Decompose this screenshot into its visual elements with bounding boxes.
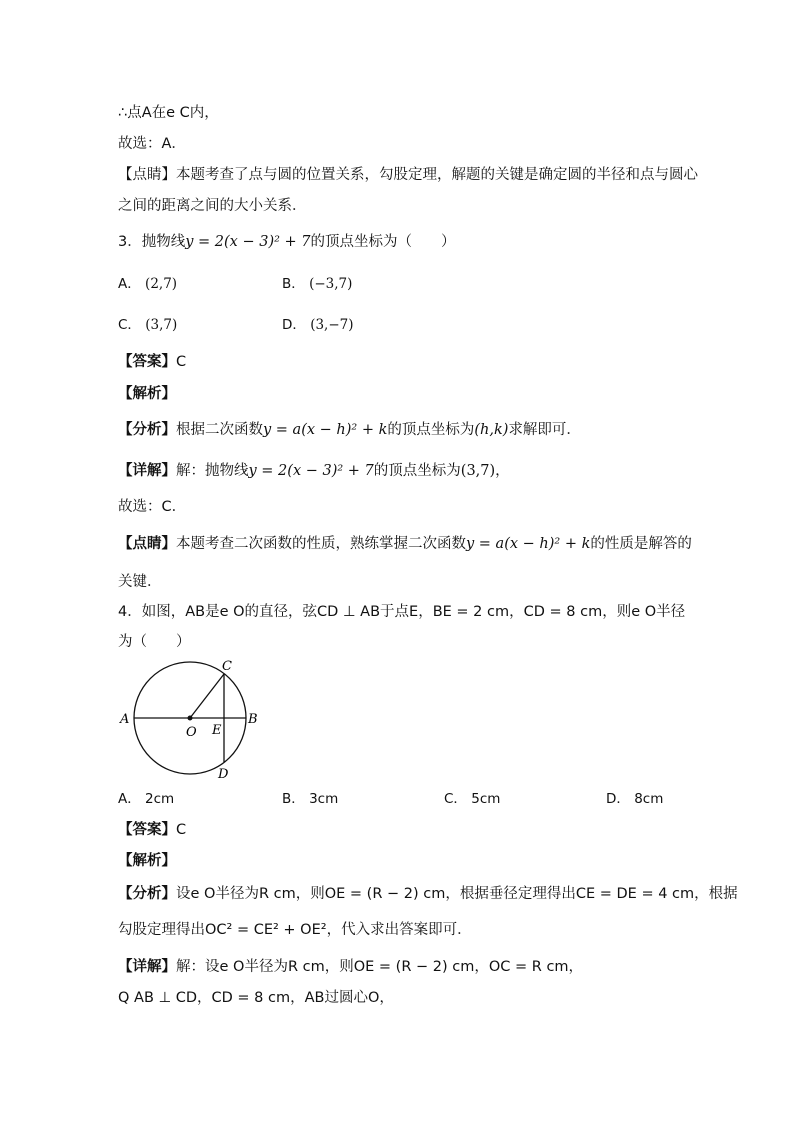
question-3 xyxy=(118,232,456,252)
q4-option-b: B． 3cm xyxy=(282,791,339,807)
remark-q3: 【点睛】本题考查二次函数的性质，熟练掌握二次函数y = a(x − h)² + k的性质是解答的 xyxy=(118,536,692,552)
line-point-inside: ∴点A在e C内， xyxy=(118,105,219,121)
q4-option-d: D． 8cm xyxy=(606,791,664,807)
q3-text-b: 的顶点坐标为（ ） xyxy=(310,234,456,250)
q3-option-d: D． (3,−7) xyxy=(282,317,354,333)
segment-oc xyxy=(190,674,224,718)
q4-option-c: C． 5cm xyxy=(444,791,501,807)
label-e: E xyxy=(212,723,222,738)
detail-q4-line1: 【详解】解：设e O半径为R cm，则OE = (R − 2) cm，OC = R cm， xyxy=(118,959,584,975)
analysis-q3: 【分析】根据二次函数y = a(x − h)² + k的顶点坐标为(h,k)求解即可． xyxy=(118,422,581,438)
remark-q3-cont: 关键． xyxy=(118,574,162,590)
label-d: D xyxy=(218,767,229,782)
answer-q4: 【答案】C xyxy=(118,822,187,838)
q3-option-b: B． (−3,7) xyxy=(282,276,353,292)
analysis-q4-line1: 【分析】设e O半径为R cm，则OE = (R − 2) cm，根据垂径定理得出CE = DE = 4 cm，根据 xyxy=(118,886,738,902)
label-a: A xyxy=(120,712,130,727)
label-o: O xyxy=(186,725,197,740)
choose-c-q3: 故选：C． xyxy=(118,499,187,515)
q3-number: 3． xyxy=(118,234,142,250)
q3-equation: y = 2(x − 3)² + 7 xyxy=(185,234,311,250)
center-dot xyxy=(188,716,193,721)
detail-q3: 【详解】解：抛物线y = 2(x − 3)² + 7的顶点坐标为(3,7)， xyxy=(118,463,510,479)
analysis-label-q3: 【解析】 xyxy=(118,386,176,402)
analysis-q4-line2: 勾股定理得出OC² = CE² + OE²，代入求出答案即可． xyxy=(118,922,472,938)
answer-q3: 【答案】C xyxy=(118,354,187,370)
question-4-line2: 为（ ） xyxy=(118,634,191,650)
question-4-line1: 4．如图，AB是e O的直径，弦CD ⊥ AB于点E，BE = 2 cm，CD = 8 cm，则e O半径 xyxy=(118,604,686,620)
circle-figure xyxy=(112,656,272,790)
label-c: C xyxy=(222,659,232,674)
detail-q4-line2: Q AB ⊥ CD，CD = 8 cm，AB过圆心O， xyxy=(118,990,394,1006)
q3-option-a: A． (2,7) xyxy=(118,276,178,292)
q4-option-a: A． 2cm xyxy=(118,791,175,807)
line-choose-a: 故选：A． xyxy=(118,136,186,152)
label-b: B xyxy=(248,712,258,727)
analysis-label-q4: 【解析】 xyxy=(118,853,176,869)
line-remark-q2-cont: 之间的距离之间的大小关系． xyxy=(118,198,307,214)
line-remark-q2: 【点睛】本题考查了点与圆的位置关系，勾股定理，解题的关键是确定圆的半径和点与圆心 xyxy=(118,167,698,183)
q3-text-a: 抛物线 xyxy=(141,234,186,250)
q3-option-c: C． (3,7) xyxy=(118,317,178,333)
